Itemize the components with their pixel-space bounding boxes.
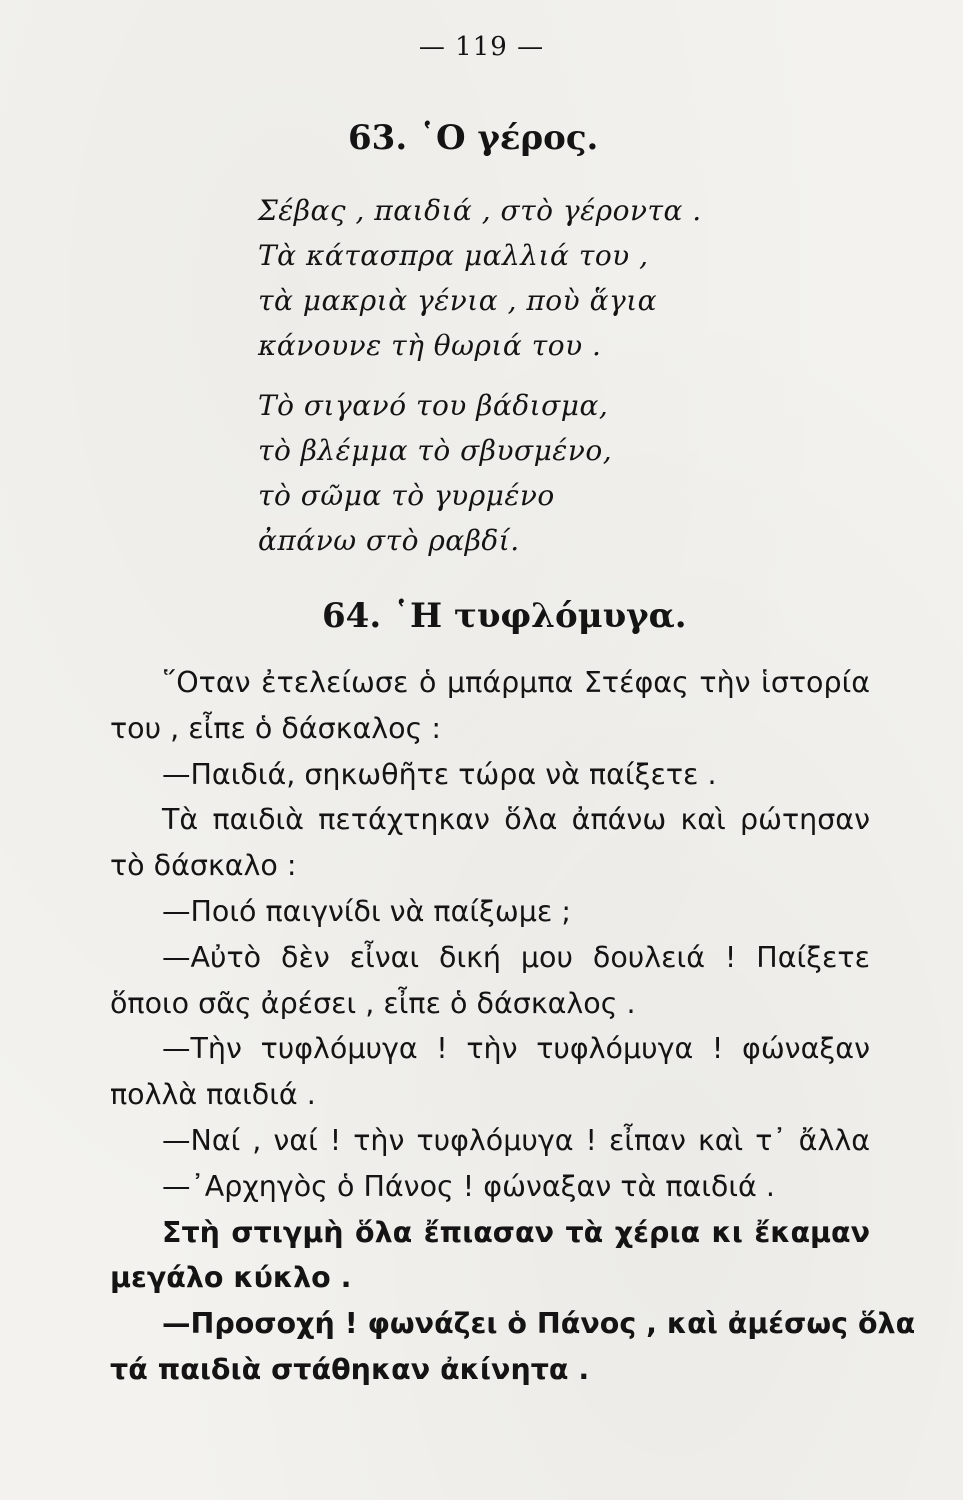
page-number: — 119 — — [418, 32, 545, 62]
text-line: —Προσοχή ! φωνάζει ὁ Πάνος , καὶ ἀμέσως ὅλα — [162, 1307, 916, 1341]
text-line: ῞Οταν ἐτελείωσε ὁ μπάρμπα Στέφας τὴν ἱστορία — [162, 666, 870, 699]
text-line: του , εἶπε ὁ δάσκαλος : — [110, 711, 441, 745]
story-text — [110, 660, 916, 1393]
poem-line: κάνουνε τὴ θωριά του . — [258, 329, 602, 362]
text-line: —Αὐτὸ δὲν εἶναι δική μου δουλειά ! Παίξετε — [162, 940, 870, 974]
poem-stanza-1 — [258, 188, 702, 368]
text-line: πολλὰ παιδιά . — [110, 1078, 316, 1112]
text-line: τά παιδιὰ στάθηκαν ἀκίνητα . — [110, 1352, 590, 1386]
text-line: —Ποιό παιγνίδι νὰ παίξωμε ; — [162, 894, 571, 928]
section-title-63: 63. ῾Ο γέρος. — [348, 118, 599, 158]
text-line: μεγάλο κύκλο . — [110, 1261, 352, 1295]
text-line: —Τὴν τυφλόμυγα ! τὴν τυφλόμυγα ! φώναξαν — [162, 1032, 870, 1066]
poem-line: Τὰ κάτασπρα μαλλιά του , — [258, 239, 649, 272]
text-line: ὅποιο σᾶς ἀρέσει , εἶπε ὁ δάσκαλος . — [110, 986, 636, 1020]
text-line: Τὰ παιδιὰ πετάχτηκαν ὅλα ἀπάνω καὶ ρώτησαν — [162, 803, 870, 837]
poem-line: τὸ σῶμα τὸ γυρμένο — [258, 479, 555, 512]
text-line: —Παιδιά, σηκωθῆτε τώρα νὰ παίξετε . — [162, 757, 717, 791]
text-line: —Ναί , ναί ! τὴν τυφλόμυγα ! εἶπαν καὶ τ᾽ ἄλλα — [162, 1123, 870, 1157]
poem-line: Τὸ σιγανό του βάδισμα, — [258, 389, 609, 422]
poem-stanza-2 — [258, 383, 612, 563]
poem-line: ἀπάνω στὸ ραβδί. — [258, 524, 520, 557]
text-line: Στὴ στιγμὴ ὅλα ἔπιασαν τὰ χέρια κι ἔκαμαν — [162, 1215, 870, 1249]
poem-line: τὸ βλέμμα τὸ σβυσμένο, — [258, 434, 613, 467]
poem-line: Σέβας , παιδιά , στὸ γέροντα . — [258, 194, 702, 227]
text-line: τὸ δάσκαλο : — [110, 849, 297, 883]
section-title-64: 64. ῾Η τυφλόμυγα. — [322, 596, 687, 636]
text-line: —᾽Αρχηγὸς ὁ Πάνος ! φώναξαν τὰ παιδιά . — [162, 1169, 775, 1203]
poem-line: τὰ μακριὰ γένια , ποὺ ἅγια — [258, 284, 658, 317]
